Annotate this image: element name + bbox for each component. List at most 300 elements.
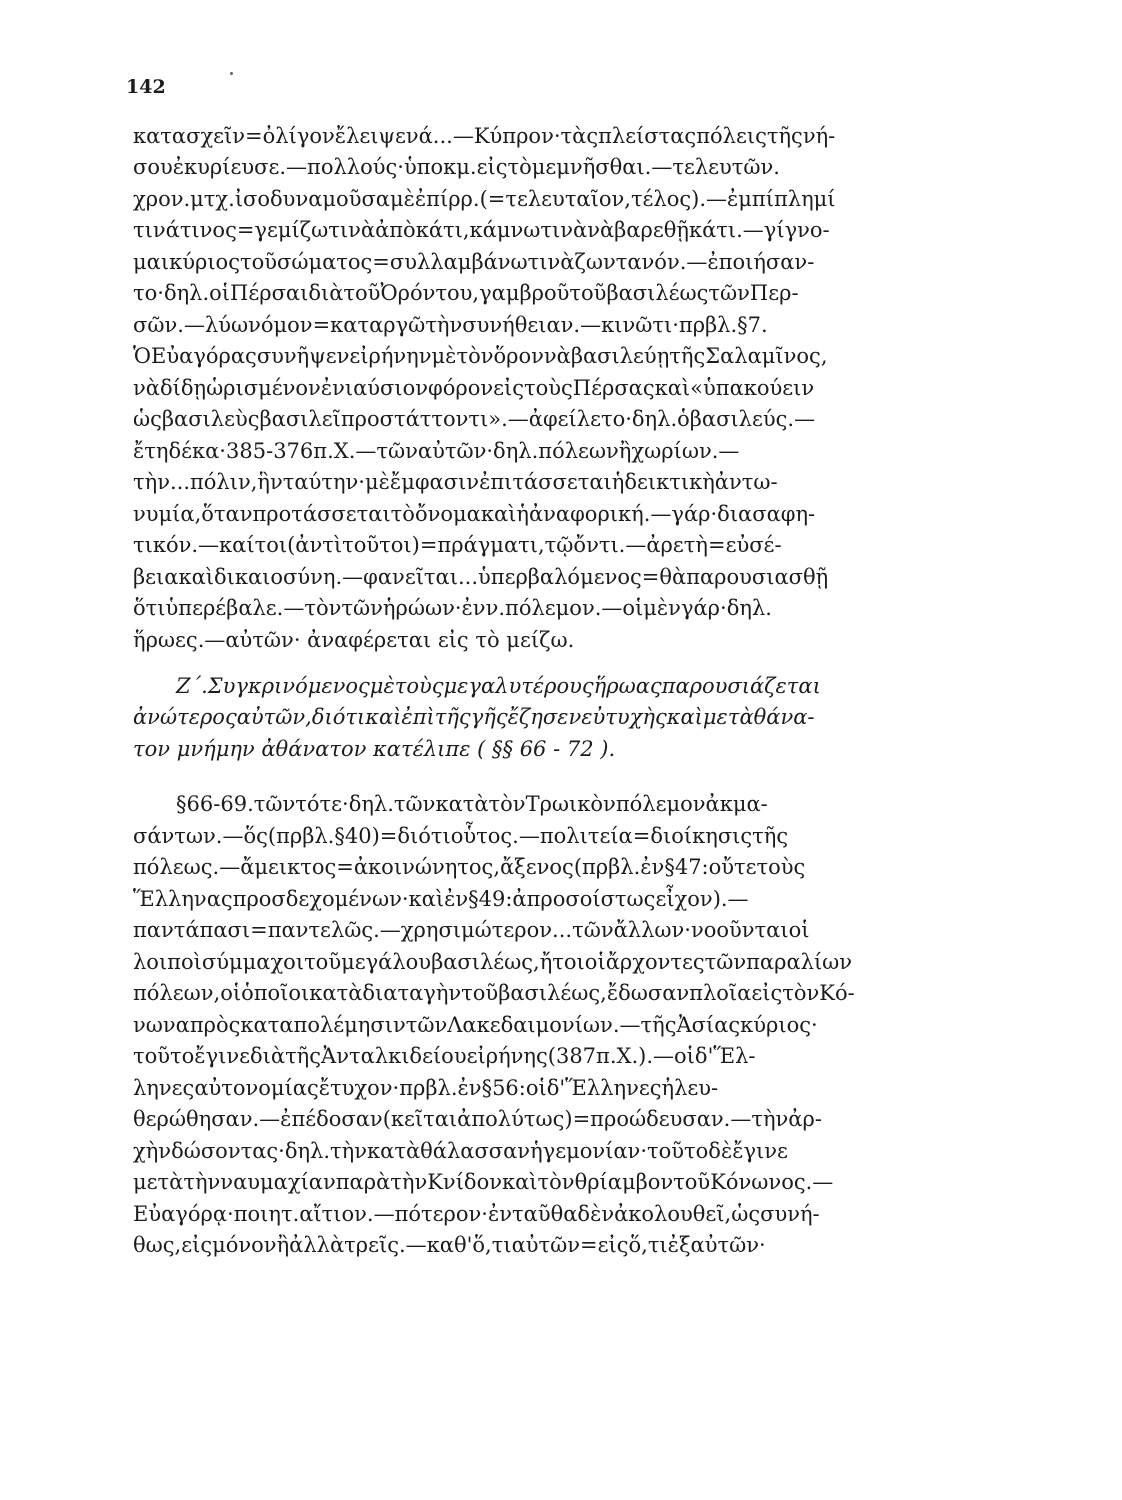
word: ἔγινε [194, 1044, 250, 1068]
word: διαταγὴν [362, 981, 462, 1005]
text-line [133, 1008, 1030, 1042]
word: σῶν.—λύω [133, 313, 249, 337]
word: συνή- [760, 1202, 820, 1226]
word: βασιλέως [606, 281, 709, 305]
word: πόλεως.—ἄμεικτος=ἀκοινώνητος, [133, 855, 500, 879]
word: χωρίων.— [631, 439, 740, 463]
word: βασιλέως, [498, 981, 607, 1005]
word: τοὺς [394, 674, 444, 698]
word: τοὺς [524, 376, 573, 400]
word: μὲ [369, 674, 395, 698]
word: ὄντι.— [573, 533, 647, 557]
line-text [133, 913, 1030, 947]
word: Κόνωνος.— [710, 1170, 834, 1194]
line-text [133, 945, 1030, 979]
text-line [133, 560, 1030, 594]
line-text: ἥρωες.—αὐτῶν· ἀναφέρεται εἰς τὸ μείζω. [133, 628, 575, 652]
word: το· [133, 281, 164, 305]
word: νὰ [587, 218, 615, 242]
word: λοιποὶ [133, 950, 202, 974]
word: δὲν [577, 1202, 615, 1226]
line-text [133, 182, 1030, 216]
word: ὁποῖοι [241, 981, 310, 1005]
word: καὶ [501, 1170, 538, 1194]
word: διασαφη- [717, 502, 816, 526]
line-text [133, 1197, 1030, 1231]
word: Πέρσας [572, 376, 655, 400]
word: ἤτοι [539, 950, 585, 974]
text-line [133, 182, 1030, 216]
word: θάνα- [753, 705, 815, 729]
word: τὸν [488, 792, 526, 816]
word: οἱ [220, 981, 242, 1005]
line-text [133, 1008, 1030, 1042]
word: προτάσσεται [252, 502, 391, 526]
text-line [176, 787, 1030, 821]
word: Εὐαγόρᾳ· [133, 1202, 234, 1226]
word: διὰ [308, 281, 344, 305]
word: διοίκησις [650, 824, 753, 848]
line-text [133, 976, 1030, 1010]
text-line [133, 434, 1030, 468]
word: δηλ. [726, 596, 772, 620]
word: τὴν [390, 1170, 428, 1194]
line-text [176, 669, 1030, 703]
page-number: 142 [126, 76, 166, 98]
word: ὅ,τι [628, 1233, 668, 1257]
line-text [133, 150, 1030, 184]
word: τινὰ [328, 218, 376, 242]
word: σάντων.—ὅς [133, 824, 268, 848]
word: 66 [186, 792, 214, 816]
text-line [133, 119, 1030, 153]
word: κύριος [169, 250, 240, 274]
word: Περ- [749, 281, 799, 305]
word: οἱ [674, 1044, 695, 1068]
word: = [632, 824, 651, 848]
word: θως, [133, 1233, 182, 1257]
word: —Κύπρον· [452, 124, 561, 148]
word: χρον. [133, 187, 191, 211]
word: αὐτῶν· [417, 439, 494, 463]
word: παντάπασι=παντελῶς.—χρησιμώτερον... [133, 918, 573, 942]
word: ἀπὸ [375, 218, 416, 242]
word: ὅταν [201, 502, 253, 526]
word: πρὸς [189, 1013, 241, 1037]
word: τὴν [183, 1170, 221, 1194]
word: μεγάλου [341, 950, 432, 974]
text-line [133, 276, 1030, 310]
word: (πρβλ. [267, 824, 335, 848]
line-text [133, 402, 1030, 436]
word: 40)=διότι [344, 824, 451, 848]
word: = [707, 533, 726, 557]
word: καὶ [480, 502, 517, 526]
text-line [133, 402, 1030, 436]
word: τι· [652, 313, 679, 337]
word: ἀναφορική.—γάρ· [528, 502, 718, 526]
word: τοῦ [569, 281, 607, 305]
word: τοὺς [756, 855, 806, 879]
word: τῆς [669, 344, 706, 368]
word: ἀπροσοίστως [512, 887, 656, 911]
line-text [133, 308, 1030, 342]
word: τοῦ [343, 281, 381, 305]
word: τινά [133, 218, 180, 242]
line-text [133, 1071, 1030, 1105]
word: ἠλευ- [661, 1076, 719, 1100]
word: π.Χ.— [313, 439, 377, 463]
word: τὸν [456, 344, 494, 368]
word: τοῦ [673, 1170, 711, 1194]
word: ὄνομα [414, 502, 481, 526]
word: θρίαμβον [574, 1170, 674, 1194]
word: Ὁ [133, 344, 152, 368]
word: ἐν [457, 1076, 482, 1100]
word: συνῆψεν [256, 344, 350, 368]
word: (κεῖται [382, 1107, 458, 1131]
word: ἥρωας [593, 674, 662, 698]
word: ὅτι [133, 596, 166, 620]
word: προσδεχομένων· [232, 887, 409, 911]
word: - [213, 792, 221, 816]
text-line [133, 976, 1030, 1010]
word: καὶ [666, 705, 703, 729]
text-line [133, 528, 1030, 562]
word: τὸ [390, 502, 415, 526]
word: δηλ. [284, 1139, 331, 1163]
word: 376 [273, 439, 314, 463]
word: καὶ [365, 705, 402, 729]
text-line [133, 339, 1030, 373]
word: ἐκυρίευσε.—πολλούς· [172, 155, 404, 179]
word: νά... [405, 124, 453, 148]
line-text [133, 1228, 1030, 1262]
word: θερώθησαν.—ἐπέδοσαν [133, 1107, 383, 1131]
word: «ὑπακούειν [690, 376, 815, 400]
text-line [133, 1228, 1030, 1262]
word: ἄλλων· [613, 918, 691, 942]
word: ἐνταῦθα [487, 1202, 578, 1226]
text-line [133, 150, 1030, 184]
word: ὡρισμένον [206, 376, 321, 400]
word: π.Χ.).— [596, 1044, 675, 1068]
word: καὶ [408, 887, 445, 911]
word: 47: [674, 855, 709, 879]
line-text [133, 1039, 1030, 1073]
word: Ζ΄. [176, 674, 208, 698]
word: μεμνῆσθαι.—τελευτῶν. [531, 155, 780, 179]
word: Ἀσίας [676, 1013, 741, 1037]
word: ὅρον [493, 344, 544, 368]
word: δικαιοσύνη.—φανεῖται... [213, 565, 478, 589]
word: ἀκμα- [705, 792, 768, 816]
word: ).— [712, 887, 749, 911]
word: τῆς [434, 705, 471, 729]
word: ναυμαχίαν [220, 1170, 336, 1194]
word: βασιλέως, [431, 950, 540, 974]
word: δ' [546, 1076, 566, 1100]
word: παραλίων [746, 950, 853, 974]
word: κατασχεῖν=ὀλίγον [133, 124, 335, 148]
word: μεγαλυτέρους [443, 674, 594, 698]
line-text: τον μνήμην ἀθάνατον κατέλιπε ( §§ 66 - 72 ). [133, 737, 616, 761]
text-line [133, 850, 1030, 884]
word: ἡ [611, 470, 625, 494]
word: Ἕλληνας [133, 887, 233, 911]
text-line [133, 1165, 1030, 1199]
word: μετὰ [702, 705, 754, 729]
word: κύριος· [740, 1013, 818, 1037]
word: ἀρετὴ [646, 533, 708, 557]
word: 69. [220, 792, 254, 816]
word: τὰς [560, 124, 599, 148]
line-text [176, 787, 1030, 821]
text-line [133, 497, 1030, 531]
word: ὡς [133, 407, 162, 431]
text-line [133, 591, 1030, 625]
word: ἄρχοντες [605, 950, 705, 974]
word: νόμον= [248, 313, 331, 337]
word: πλοῖα [689, 981, 752, 1005]
word: μὲ [365, 470, 390, 494]
text-line [133, 1134, 1030, 1168]
word: εἰς [181, 1233, 213, 1257]
word: τῶν [253, 792, 296, 816]
word: οἱ [788, 918, 810, 942]
word: τοῦ [239, 250, 277, 274]
text-line [133, 1102, 1030, 1136]
word: κατὰ [367, 1139, 421, 1163]
word: (387 [547, 1044, 597, 1068]
line-text [133, 700, 1030, 734]
word: Εὐαγόρας [151, 344, 257, 368]
word: πλείστας [598, 124, 697, 148]
word: τῷ [544, 533, 574, 557]
text-line [133, 913, 1030, 947]
word: εἶχον [655, 887, 713, 911]
word: τῆς [285, 1044, 322, 1068]
word: ἐνιαύσιον [320, 376, 429, 400]
text-line [133, 465, 1030, 499]
word: ἄξενος [500, 855, 574, 879]
word: τῶν [393, 792, 436, 816]
word: πόλεων, [133, 981, 221, 1005]
word: δώσοντας· [171, 1139, 285, 1163]
word: ἡρώων· [382, 596, 462, 620]
word: καταπολέμησιν [240, 1013, 406, 1037]
word: ἀφείλετο· [528, 407, 632, 431]
line-text [133, 339, 1030, 373]
word: αἴτιον.— [299, 1202, 395, 1226]
word: ὅ,τι [472, 1233, 512, 1257]
text-line [133, 371, 1030, 405]
word: εἰς [751, 981, 783, 1005]
word: τὸν [537, 1170, 575, 1194]
word: εἰς [476, 155, 508, 179]
word: νυμία, [133, 502, 202, 526]
line-text [133, 560, 1030, 594]
word: § [481, 1076, 493, 1100]
word: εὐσέ- [725, 533, 782, 557]
word: δηλ. [163, 281, 210, 305]
word: μετὰ [133, 1170, 184, 1194]
word: τῆς [752, 824, 789, 848]
word: Ἀνταλκιδείου [321, 1044, 467, 1068]
word: τὸ [507, 155, 532, 179]
word: κατὰ [309, 981, 363, 1005]
word: ποιητ. [233, 1202, 300, 1226]
word: ὑποκμ. [403, 155, 477, 179]
word: καὶ [654, 376, 691, 400]
word: Ὀρόντου, [380, 281, 480, 305]
word: δὲ [708, 1139, 733, 1163]
word: τοῦτο [133, 1044, 195, 1068]
word: ἔγινε [732, 1139, 788, 1163]
word: κάτι, [415, 218, 470, 242]
line-text [133, 819, 1030, 853]
word: φόρον [428, 376, 494, 400]
word: τῶν [341, 596, 383, 620]
word: αὐτῶν=εἰς [511, 1233, 629, 1257]
word: ἣν [257, 470, 283, 494]
word: καὶ [178, 565, 214, 589]
text-line [133, 1071, 1030, 1105]
line-text [133, 850, 1030, 884]
word: νὰ [133, 376, 160, 400]
word: οἱ [209, 281, 231, 305]
word: τὸν [782, 981, 820, 1005]
line-text [133, 213, 1030, 247]
word: δηλ. [493, 439, 539, 463]
word: οὔτε [708, 855, 757, 879]
word: ἢ [618, 439, 632, 463]
word: βαρεθῇ [614, 218, 689, 242]
word: οὗτος.—πολιτεία [450, 824, 633, 848]
text-line [133, 945, 1030, 979]
word: τέλος).—ἐμπίπλημί [630, 187, 836, 211]
line-text [133, 245, 1030, 279]
word: τῆς [766, 124, 803, 148]
word: ἔτυχον· [318, 1076, 400, 1100]
word: ἐπὶ [401, 705, 435, 729]
word: διὰ [250, 1044, 286, 1068]
word: εἰρήνης [466, 1044, 548, 1068]
word: ἰσοδυναμοῦσα [234, 187, 390, 211]
word: κατὰ [435, 792, 489, 816]
word: μὲ [431, 344, 457, 368]
word: ληνες [133, 1076, 195, 1100]
text-line [133, 623, 1030, 657]
word: νή- [802, 124, 836, 148]
word: θάλασσαν [420, 1139, 531, 1163]
word: ἔδωσαν [606, 981, 690, 1005]
word: αὐτῶν· [690, 1233, 766, 1257]
text-line [133, 308, 1030, 342]
word: τῶν [376, 439, 418, 463]
word: εὐτυχὴς [581, 705, 667, 729]
word: ἡγεμονίαν· [530, 1139, 647, 1163]
word: τότε· [295, 792, 349, 816]
line-text [133, 1102, 1030, 1136]
word: αὐτονομίας [194, 1076, 319, 1100]
word: τῶν [405, 1013, 448, 1037]
word: βασιλεῖ [259, 407, 341, 431]
word: ἐνν. [461, 596, 506, 620]
text-line [133, 245, 1030, 279]
word: (=τελευταῖον, [479, 187, 631, 211]
word: κάτι.—γίγνο- [688, 218, 830, 242]
word: γάρ· [680, 596, 727, 620]
word: μτχ. [190, 187, 235, 211]
word: Συγκρινόμενος [207, 674, 370, 698]
word: μὲ [389, 187, 415, 211]
word: παρὰ [335, 1170, 391, 1194]
word: συνήθειαν.— [462, 313, 602, 337]
word: τινὰ [527, 250, 575, 274]
text-line [133, 1197, 1030, 1231]
word: τὴν [425, 313, 463, 337]
word: ζωντανόν.—ἐποιήσαν- [574, 250, 815, 274]
word: δ' [694, 1044, 714, 1068]
word: διότι [311, 705, 366, 729]
word: ἀκολουθεῖ, [614, 1202, 732, 1226]
text-line [133, 213, 1030, 247]
word: Πέρσαι [230, 281, 309, 305]
word: μαι [133, 250, 170, 274]
word: σου [133, 155, 173, 179]
word: κινῶ [601, 313, 653, 337]
section-heading-line [133, 700, 1030, 734]
word: καταργῶ [330, 313, 426, 337]
line-text [133, 1134, 1030, 1168]
word: δεικτικὴ [624, 470, 715, 494]
line-text [133, 434, 1030, 468]
word: νωνα [133, 1013, 190, 1037]
word: § [664, 855, 675, 879]
line-text [133, 119, 1030, 153]
word: σύμμαχοι [201, 950, 305, 974]
line-text [133, 465, 1030, 499]
word: - [266, 439, 274, 463]
word: νὰ [543, 344, 571, 368]
line-text [133, 371, 1030, 405]
line-text [133, 528, 1030, 562]
section-heading-line [176, 669, 1030, 703]
word: ἐν [640, 855, 665, 879]
word: ἀλλὰ [289, 1233, 345, 1257]
word: § [737, 313, 748, 337]
word: τινος=γεμίζω [179, 218, 329, 242]
word: Σαλαμῖνος, [705, 344, 828, 368]
word: Λακεδαιμονίων.—τῆς [447, 1013, 677, 1037]
word: πρβλ. [678, 313, 738, 337]
word: εἰρήνην [349, 344, 432, 368]
word: τοι)=πράγματι, [379, 533, 545, 557]
word: πόλεμον [615, 792, 706, 816]
line-text [133, 591, 1030, 625]
word: δίδῃ [159, 376, 207, 400]
line-text [133, 882, 1030, 916]
word: § [176, 792, 187, 816]
word: οἱ [584, 950, 606, 974]
line-text [133, 276, 1030, 310]
word: ἔλειψε [334, 124, 406, 148]
word: βασιλεύῃ [570, 344, 670, 368]
word: (ἀντὶ [287, 533, 343, 557]
word: ἔτη [133, 439, 169, 463]
word: 385 [225, 439, 267, 463]
